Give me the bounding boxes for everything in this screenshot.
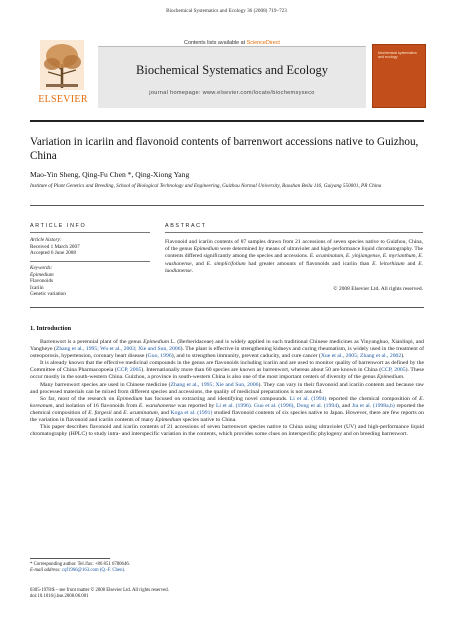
abstract-part: . (191, 267, 193, 274)
abstract-rule (165, 232, 423, 233)
paragraph: This paper describes flavonoid and icariin contents of 21 accessions of seven barrenwort species native to China using ultraviolet (UV) and high-performance liquid chromatography (HPLC) to study intra- and interspecific variation in the contents, which provides some clues on interspecific phylogeny and on breeding barrenwort. (30, 424, 424, 438)
contents-line (98, 40, 366, 46)
journal-masthead (30, 36, 426, 108)
citation-link[interactable]: Li et al. (1996). Guo et al. (1996), Dong et al. (1994), (215, 402, 341, 409)
masthead-banner (98, 40, 366, 108)
abstract-part: Flavonoid and icariin contents of 87 samples drawn from 21 accessions of seven species native to Guizhou, China, of the genus (165, 239, 423, 253)
corresponding-author-footnote (30, 562, 130, 574)
masthead-divider (30, 120, 424, 122)
article-history (30, 237, 80, 257)
header-divider (30, 205, 424, 206)
issn-doi-block (30, 588, 169, 600)
elsevier-wordmark: ELSEVIER (38, 94, 88, 105)
paragraph: Barrenwort is a perennial plant of the genus Epimedium L. (Berberidaceae) and is widely applied in such traditional Chinese medicines as Yinyanghuo, Xianlinpi, and Yangheye (Zhang et al., 1995; Wu et al., 2003; Xie and Sun, 2006). The plant is effective in strengthening kidneys and curing rheumatism, is widely used in the treatment of osteoporosis, hypertension, coronary heart disease (Guo, 1996), and to strengthen immunity, prevent caducity, and cure cancer (Xue et al., 2005; Zhang et al., 2002). (30, 339, 425, 360)
email-label: E-mail address: (30, 568, 62, 574)
cover-text: biochemical systematics and ecology (378, 51, 417, 60)
citation-link[interactable]: Zhang et al., 1995; Xie and Sun, 2006 (170, 381, 259, 388)
introduction-body (30, 339, 424, 438)
citation-link[interactable]: Zhang et al., 1995; Wu et al., 2003; Xie and Sun, 2006 (55, 346, 181, 353)
elsevier-tree-icon (40, 40, 84, 90)
email-line (30, 568, 130, 574)
citation-link[interactable]: CCP, 2005 (116, 367, 142, 374)
abstract-divider (30, 307, 424, 308)
species-name: E. luodianense (165, 260, 423, 274)
author-list: Mao-Yin Sheng, Qing-Fu Chen *, Qing-Xiong Yang (30, 170, 190, 179)
keyword-item: Genetic variation (30, 291, 66, 298)
species-names: E. acuminatum, E. yinjiangense, E. myrianthum, E. wushanense, (165, 253, 423, 267)
abstract-part: were determined by means of ultraviolet and high-performance liquid chromatography. The contents differed significantly among the species and accessions. (165, 246, 423, 260)
abstract-text (165, 239, 423, 275)
abstract-part: and (192, 260, 207, 267)
elsevier-logo (30, 36, 94, 108)
article-info-heading: ARTICLE INFO (30, 223, 87, 229)
genus-name: Epimedium (193, 246, 219, 253)
received-date: Received 1 March 2007 (30, 243, 80, 250)
citation-link[interactable]: Li et al. (1994) (289, 395, 327, 402)
abstract-part: and (404, 260, 419, 267)
citation-link[interactable]: Guo, 1996 (147, 353, 172, 360)
section-heading-introduction: 1. Introduction (30, 325, 72, 332)
copyright-notice: © 2008 Elsevier Ltd. All rights reserved. (333, 286, 423, 292)
citation-link[interactable]: Xue et al., 2005; Zhang et al., 2002 (320, 353, 402, 360)
paragraph: So far, most of the research on Epimedium has focused on extracting and identifying novel compounds. Li et al. (1994) reported the chemical composition of E. koreanum, and isolation of 16 flavonoids from E. wanshanense was reported by Li et al. (1996). Guo et al. (1996), Dong et al. (1994), and Jia et al. (1998a,b) reported the chemical composition of E. fargesii and E. acuminatum, and Koga et al. (1991) studied flavonoid contents of six species native to Japan. However, there are few reports on the variation in flavonoid and icariin contents of many Epimedium species native to China. (30, 395, 425, 424)
citation-link[interactable]: Jia et al. (1998a,b) (351, 402, 395, 409)
species-name: E. leitorhizum (372, 260, 405, 267)
article-title: Variation in icariin and flavonoid contents of barrenwort accessions native to Guizhou, China (30, 136, 419, 162)
abstract-part: had greater amounts of flavonoids and icariin than (245, 260, 373, 267)
doi-line[interactable]: doi:10.1016/j.bse.2008.06.001 (30, 594, 89, 600)
footnote-rule (30, 558, 110, 559)
abstract-heading: ABSTRACT (165, 223, 207, 229)
journal-title: Biochemical Systematics and Ecology (136, 63, 328, 77)
email-link[interactable]: cqf1966@163.com (Q.-F. Chen). (61, 568, 126, 574)
running-head: Biochemical Systematics and Ecology 36 (2008) 719–723 (166, 8, 287, 14)
paragraph: It is already known that the effective medicinal compounds in the genus are flavonoids including icariin and are used to monitor quality of barrenwort as defined by the Committee of China Pharmacopoeia (CCP, 2005). Internationally more than 60 species are known as barrenwort, whereas about 50 are known in China (CCP, 2005). These occur mostly in the south-western China. Guizhou, a province in south-western China is also one of the most important centers of diversity of the genus Epimedium. (30, 360, 424, 381)
keywords-block (30, 265, 66, 298)
author-affiliation: Institute of Plant Genetics and Breeding, School of Biological Technology and Engineering, Guizhou Normal University, Baoshan Beilu 116, Guiyang 550001, PR China (30, 183, 382, 189)
journal-homepage-link[interactable]: journal homepage: www.elsevier.com/locate/biochemsyseco (149, 90, 315, 96)
keyword-item: Icariin (30, 284, 44, 291)
issn-line: 0305-1978/$ – see front matter © 2008 Elsevier Ltd. All rights reserved. (30, 588, 169, 593)
contents-prefix: Contents lists available at (184, 40, 247, 46)
accepted-date: Accepted 6 June 2008 (30, 250, 76, 257)
citation-link[interactable]: CCP, 2005 (381, 367, 406, 374)
citation-link[interactable]: Koga et al. (1991) (170, 409, 213, 416)
article-info-rule (30, 232, 150, 233)
history-rule (30, 261, 150, 262)
sciencedirect-link[interactable]: ScienceDirect (246, 40, 280, 46)
history-label: Article history: (30, 237, 62, 243)
keyword-item: Epimedium (30, 271, 54, 278)
corresponding-author: * Corresponding author. Tel./fax: +86 851 6780646. (30, 562, 130, 567)
keywords-label: Keywords: (30, 265, 53, 271)
keyword-item: Flavonoids (30, 278, 54, 285)
journal-cover-thumbnail (372, 44, 426, 108)
paragraph: Many barrenwort species are used in Chinese medicine (Zhang et al., 1995; Xie and Sun, 2006). They can vary in their flavonoid and icariin contents and because raw and processed materials can be mixed from different species and accessions, the quality of medicinal preparations is not assured. (30, 381, 424, 395)
species-name: E. simplicifolium (206, 260, 246, 267)
